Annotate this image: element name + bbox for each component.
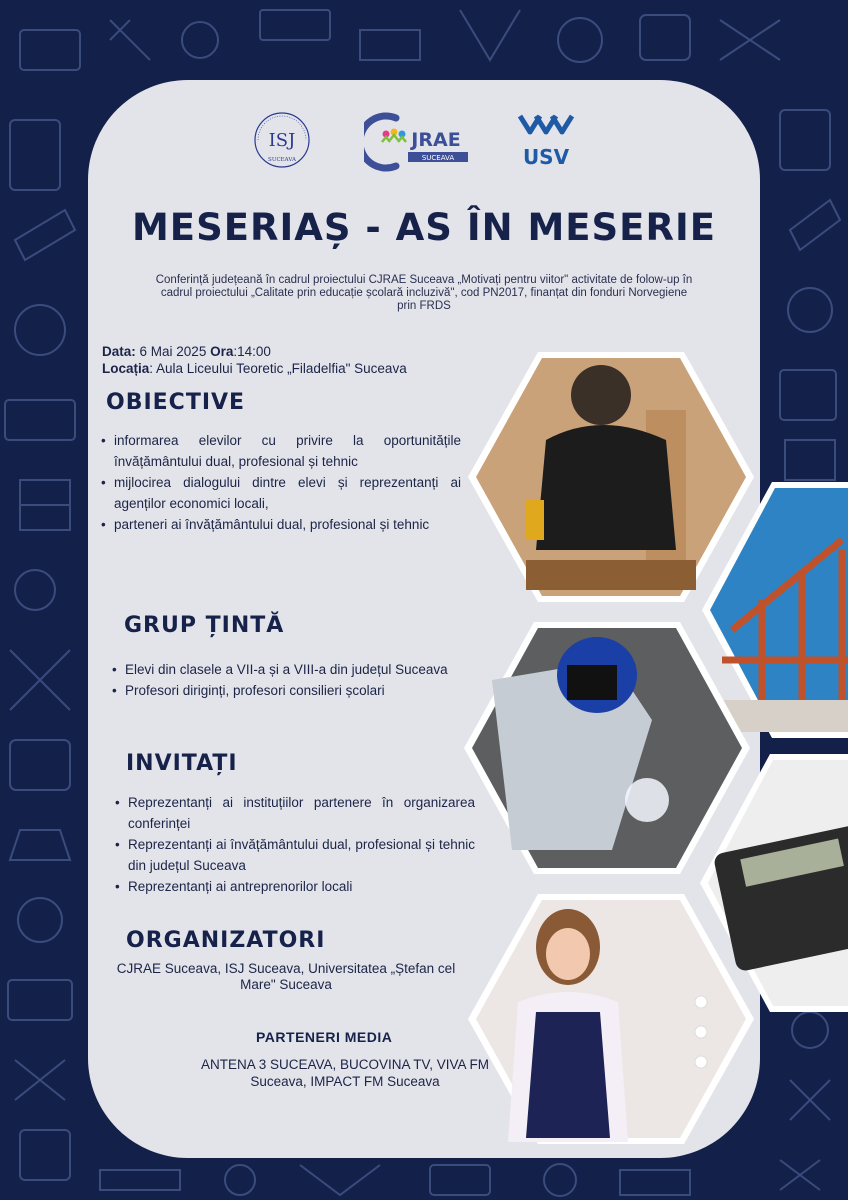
page-title: MESERIAȘ - AS ÎN MESERIE (131, 206, 716, 249)
date-line (102, 343, 407, 360)
time-label: Ora (210, 344, 234, 359)
logo-row (0, 106, 848, 176)
isj-logo (252, 110, 312, 170)
usv-name: USV (522, 145, 570, 169)
guests-heading: INVITAȚI (126, 751, 238, 776)
guests-list (113, 792, 475, 897)
subtitle: Conferință județeană în cadrul proiectului CJRAE Suceava „Motivați pentru viitor" activitate de folow-up în cadrul proiectului „Calitate prin educație școlară incluzivă", cod PN2017, finanțat din fonduri Norvegiene prin FRDS (155, 274, 693, 312)
target-group-list (110, 659, 470, 701)
list-item: • Reprezentanți ai instituțiilor partenere în organizarea conferinței (113, 792, 475, 834)
list-item: • mijlocirea dialogului dintre elevi și reprezentanți ai agenților economici locali, (99, 472, 461, 514)
date-value: 6 Mai 2025 (139, 344, 207, 359)
objectives-list (99, 430, 461, 535)
list-item: • Elevi din clasele a VII-a și a VIII-a din județul Suceava (110, 659, 470, 680)
hairdresser-photo (466, 892, 756, 1146)
organizers-text: CJRAE Suceava, ISJ Suceava, Universitatea „Ștefan cel Mare" Suceava (116, 961, 456, 992)
event-info (102, 343, 407, 377)
location-label: Locația (102, 361, 150, 376)
location-line (102, 360, 407, 377)
organizers-heading: ORGANIZATORI (126, 928, 326, 953)
list-item: • Reprezentanți ai antreprenorilor locali (113, 876, 475, 897)
list-item: • Reprezentanți ai învățământului dual, profesional și tehnic din județul Suceava (113, 834, 475, 876)
target-group-heading: GRUP ȚINTĂ (124, 613, 285, 638)
list-item: • parteneri ai învățământului dual, profesional și tehnic (99, 514, 461, 535)
media-text: ANTENA 3 SUCEAVA, BUCOVINA TV, VIVA FM Suceava, IMPACT FM Suceava (200, 1057, 490, 1089)
list-item: • Profesori diriginți, profesori consilieri școlari (110, 680, 470, 701)
location-value: : Aula Liceului Teoretic „Filadelfia" Suceava (149, 361, 407, 376)
objectives-heading: OBIECTIVE (106, 390, 246, 415)
isj-city: SUCEAVA (268, 157, 296, 163)
media-heading: PARTENERI MEDIA (256, 1029, 393, 1045)
isj-letters: ISJ (268, 130, 296, 151)
cjrae-city: SUCEAVA (421, 154, 455, 162)
cjrae-name: JRAE (411, 129, 461, 151)
cjrae-logo (364, 108, 474, 174)
list-item: • informarea elevilor cu privire la oportunitățile învățământului dual, profesional și tehnic (99, 430, 461, 472)
time-value: :14:00 (233, 344, 271, 359)
date-label: Data: (102, 344, 136, 359)
usv-logo (514, 112, 578, 172)
